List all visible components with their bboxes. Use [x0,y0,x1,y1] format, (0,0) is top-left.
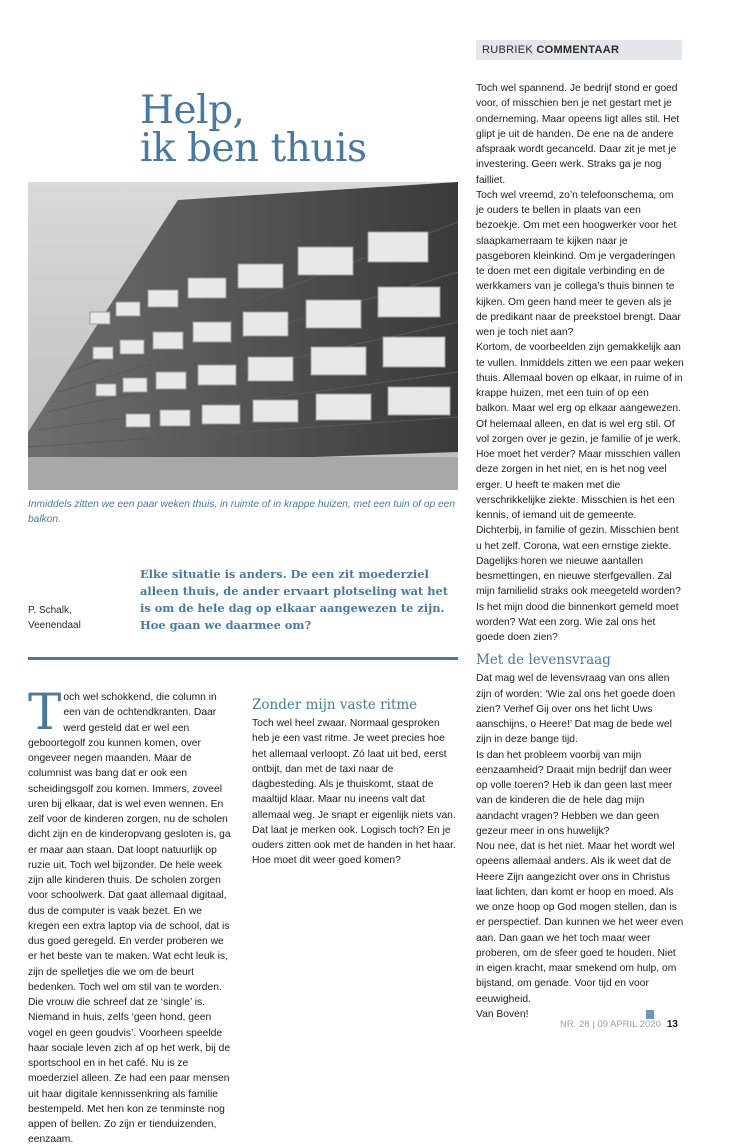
article-paragraph-3: Toch wel spannend. Je bedrijf stond er goed voor, of misschien ben je net gestart met je onderneming. Maar opeens ligt alles stil. Het glipt je uit de handen. De ene na de andere afspraak wordt gecanceld. Daar zit je met je investering. Geen werk. Straks ga je nog failliet. [476,83,680,186]
article-column-1 [28,683,235,1148]
title-line-1: Help, [140,88,245,133]
author-byline [28,603,128,633]
subheading-met-de-levensvraag: Met de levensvraag [476,652,611,669]
article-paragraph-2: Toch wel heel zwaar. Normaal gesproken heb je een vast ritme. Je weet precies hoe het allemaal verloopt. Zó laat uit bed, eerst ontbijt, dan met de taxi naar de dagbesteding. Als je thuiskomt, staat de maaltijd klaar. Maar nu ineens valt dat allemaal weg. Je snapt er eigenlijk niets van. Dat laat je merken ook. Logisch toch? En je ouders zitten ook met de handen in het haar. Hoe moet dit weer goed komen? [252,718,456,867]
page-number: 13 [666,1019,678,1030]
article-title [140,88,440,171]
article-intro: Elke situatie is anders. De een zit moederziel alleen thuis, de ander ervaart plotseling wat het is om de hele dag op elkaar aangewezen te zijn. Hoe gaan we daarmee om? [140,567,449,632]
section-divider [28,657,458,660]
end-mark-icon [646,1010,654,1019]
article-paragraph-7: Is dan het probleem voorbij van mijn eenzaamheid? Draait mijn bedrijf dan weer op volle toeren? Heb ik dan geen last meer van de kinderen die de hele dag mijn aandacht vragen? Hebben we dan geen gezeur meer in ons huwelijk? [476,749,673,837]
author-name: P. Schalk, [28,605,72,616]
issue-info: NR. 28 | 09 APRIL 2020 [560,1019,661,1030]
author-place: Veenendaal [28,620,81,631]
article-photo [28,182,458,490]
subheading-zonder-mijn-vaste-ritme: Zonder mijn vaste ritme [252,697,418,713]
article-paragraph-5: Kortom, de voorbeelden zijn gemakkelijk aan te vullen. Inmiddels zitten we een paar weken thuis. Allemaal boven op elkaar, in ruime of in krappe huizen, met een tuin of op een balkon. Maar wel erg op elkaar aangewezen. Of helemaal alleen, en dat is wel erg stil. Of vol zorgen over je gezin, je familie of je werk. Hoe moet het verder? Maar misschien vallen deze zorgen in het niet, en is het nog veel erger. U heeft te maken met die verschrikkelijke ziekte. Misschien is het een kennis, of iemand uit de gemeente. Dichterbij, in familie of gezin. Misschien bent u het zelf. Corona, wat een ernstige ziekte. Dagelijks horen we nieuwe aantallen besmettingen, en nieuwe sterfgevallen. Zal mijn familielid straks ook meegeteld worden? Is het mijn dood die binnenkort gemeld moet worden? Wat een zorg. Wie zal ons het goede doen zien? [476,342,684,643]
article-column-3 [476,81,684,1022]
rubriek-prefix: RUBRIEK [482,44,533,56]
signoff-text: Van Boven! [476,1008,529,1020]
rubriek-label [476,40,682,60]
rubriek-name: COMMENTAAR [536,44,620,56]
page-footer [560,1019,720,1030]
article-paragraph-4: Toch wel vreemd, zo’n telefoonschema, om je ouders te bellen in plaats van een bezoekje. Om met een hoogwerker voor het slaapkamerraam te kijken naar je pasgeboren kleinkind. Om je vergaderingen te doen met een digitale verbinding en de werkkamers van je collega’s thuis binnen te kijken. Om geen hand meer te geven als je de predikant naar de preekstoel brengt. Daar wen je toch niet aan? [476,189,681,338]
article-paragraph-8: Nou nee, dat is het niet. Maar het wordt wel opeens allemaal anders. Als ik weet dat de Heere Zijn aangezicht over ons in Christus laat lichten, dan komt er hoop en moed. Als we onze hoop op God mogen stellen, dan is er perspectief. Dan kunnen we het weer even aan. Dan gaan we het toch maar weer proberen, om de sfeer goed te houden. Niet in eigen kracht, maar smekend om hulp, om bijstand, om genade. Voor tijd en voor eeuwigheid. [476,841,684,1005]
apartment-building-photo [28,182,458,490]
article-paragraph-1: och wel schokkend, die column in een van de ochtendkranten. Daar werd gesteld dat er wel een geboortegolf zou kunnen komen, over ongeveer negen maanden. Maar de columnist was bang dat er ook een scheidingsgolf zou komen. Immers, zoveel uren bij elkaar, dat is wel even wennen. En zelf voor de kinderen zorgen, nu de scholen dicht zijn en de kinderopvang gesloten is, ga er maar aan staan. Dat loopt natuurlijk op ruzie uit. Toch wel bijzonder. De hele week zijn alle kinderen thuis. De scholen zorgen voor schoolwerk. Dat gaat allemaal digitaal, dus de computer is vaak bezet. En we kregen een extra laptop via de school, dat is dus goed geregeld. En verder proberen we er het beste van te maken. Wat echt leuk is, zijn de spelletjes die we om de beurt bedenken. Toch wel om stil van te worden. Die vrouw die schreef dat ze ‘single’ is. Niemand in huis, zelfs ‘geen hond, geen vogel en geen goudvis’. Voorheen speelde haar sociale leven zich af op het werk, bij de sportschool en in het café. Nu is ze moederziel alleen. Ze had een paar mensen uit haar digitale kennissenkring als familie bestempeld. Met hen kon ze tenminste nog appen of bellen. Zo zijn er tienduizenden, eenzaam. [28,692,231,1146]
photo-caption: Inmiddels zitten we een paar weken thuis, in ruimte of in krappe huizen, met een tuin of op een balkon. [28,499,455,525]
drop-cap: T [28,683,62,741]
title-line-2: ik ben thuis [140,126,367,171]
article-column-2 [252,690,458,869]
article-paragraph-6: Dat mag wel de levensvraag van ons allen zijn of worden: ‘Wie zal ons het goede doen zien? Verhef Gij over ons het licht Uws aanschijns, o Heere!’ Dat mag de bede wel zijn in deze bange tijd. [476,673,676,746]
